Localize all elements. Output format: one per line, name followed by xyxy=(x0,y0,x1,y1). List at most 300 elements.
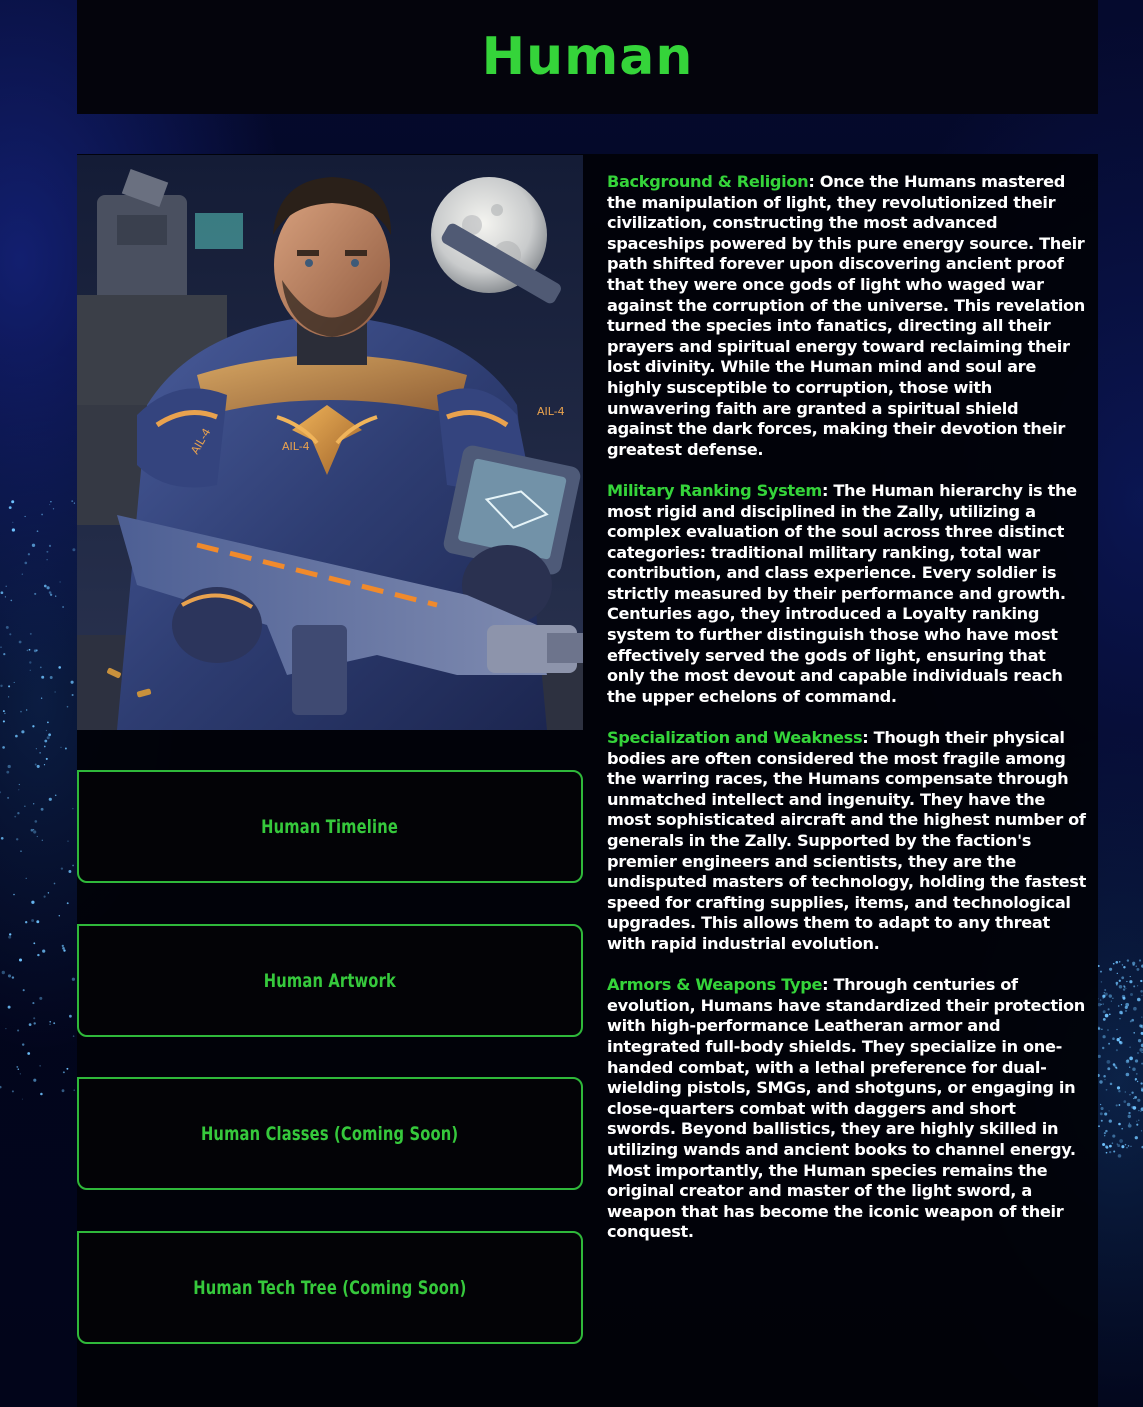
star-dot xyxy=(1137,1052,1139,1054)
star-dot xyxy=(1106,1152,1108,1154)
human-timeline-button[interactable] xyxy=(77,770,583,883)
star-dot xyxy=(1130,1020,1132,1022)
star-dot xyxy=(66,1068,68,1070)
star-dot xyxy=(1106,1146,1109,1149)
star-dot xyxy=(1126,1060,1129,1063)
star-dot xyxy=(1136,966,1137,967)
star-dot xyxy=(67,902,69,904)
star-dot xyxy=(6,626,9,629)
star-dot xyxy=(16,838,18,840)
star-dot xyxy=(1109,1145,1112,1148)
star-dot xyxy=(32,544,35,547)
star-dot xyxy=(39,1065,40,1066)
star-dot xyxy=(1137,998,1141,1002)
star-dot xyxy=(9,506,12,509)
lore-section-armors xyxy=(607,975,1087,1243)
star-dot xyxy=(33,942,35,944)
lore-text xyxy=(607,172,1087,1243)
star-dot xyxy=(49,1021,51,1023)
star-dot xyxy=(1123,985,1125,987)
star-dot xyxy=(71,681,74,684)
star-dot xyxy=(1119,1037,1121,1039)
star-dot xyxy=(65,748,67,750)
star-dot xyxy=(1136,1124,1138,1126)
star-dot xyxy=(5,596,6,597)
star-dot xyxy=(1139,959,1141,961)
star-dot xyxy=(42,840,43,841)
star-dot xyxy=(1102,1143,1105,1146)
star-dot xyxy=(1108,1008,1110,1010)
star-dot xyxy=(1126,1147,1127,1148)
star-dot xyxy=(17,812,19,814)
star-dot xyxy=(33,1079,36,1082)
star-dot xyxy=(26,709,27,710)
star-dot xyxy=(1123,1100,1126,1103)
star-dot xyxy=(72,548,75,551)
star-dot xyxy=(29,1023,32,1026)
star-dot xyxy=(1119,1041,1121,1043)
star-dot xyxy=(10,600,12,602)
star-dot xyxy=(1131,1092,1133,1094)
star-dot xyxy=(41,676,44,679)
star-dot xyxy=(58,666,61,669)
star-dot xyxy=(33,803,34,804)
star-dot xyxy=(1098,1027,1101,1030)
star-dot xyxy=(1119,1018,1120,1019)
star-dot xyxy=(8,936,11,939)
star-dot xyxy=(16,1066,18,1068)
star-dot xyxy=(1119,980,1121,982)
star-dot xyxy=(63,949,65,951)
star-dot xyxy=(72,865,74,867)
star-dot xyxy=(1100,1112,1103,1115)
star-dot xyxy=(34,1022,36,1024)
star-dot xyxy=(1137,1081,1138,1082)
star-dot xyxy=(1136,968,1139,971)
star-dot xyxy=(1119,1104,1121,1106)
soldier-portrait-image xyxy=(77,155,583,730)
star-dot xyxy=(1111,1001,1112,1002)
star-dot xyxy=(1106,1089,1108,1091)
star-dot xyxy=(1140,1111,1141,1112)
star-dot xyxy=(4,713,6,715)
star-dot xyxy=(1132,1067,1135,1070)
star-dot xyxy=(1103,1018,1106,1021)
star-dot xyxy=(1126,981,1127,982)
star-dot xyxy=(1109,994,1112,997)
star-dot xyxy=(1133,1106,1137,1110)
star-dot xyxy=(47,722,49,724)
star-dot xyxy=(7,797,9,799)
star-dot xyxy=(29,649,31,651)
star-dot xyxy=(62,1089,65,1092)
star-dot xyxy=(1133,1007,1137,1011)
star-dot xyxy=(8,1006,11,1009)
star-dot xyxy=(1117,1038,1120,1041)
star-dot xyxy=(60,747,61,748)
star-dot xyxy=(59,915,60,916)
star-dot xyxy=(1138,1110,1139,1111)
star-dot xyxy=(9,633,11,635)
star-dot xyxy=(55,595,56,596)
star-dot xyxy=(1102,995,1105,998)
star-dot xyxy=(1100,1104,1101,1105)
star-dot xyxy=(1110,1083,1113,1086)
star-dot xyxy=(46,758,48,760)
star-dot xyxy=(32,725,34,727)
star-dot xyxy=(49,504,50,505)
star-dot xyxy=(31,829,34,832)
star-dot xyxy=(67,706,69,708)
star-dot xyxy=(1125,988,1126,989)
star-dot xyxy=(1121,1012,1123,1014)
star-dot xyxy=(1129,1057,1133,1061)
star-dot xyxy=(55,691,56,692)
star-dot xyxy=(41,698,42,699)
star-dot xyxy=(36,748,37,749)
star-dot xyxy=(18,789,19,790)
star-dot xyxy=(1098,1055,1101,1058)
star-dot xyxy=(11,500,14,503)
star-dot xyxy=(54,883,56,885)
star-dot xyxy=(50,594,52,596)
star-dot xyxy=(39,752,40,753)
star-dot xyxy=(1101,1107,1104,1110)
star-dot xyxy=(1101,981,1103,983)
star-dot xyxy=(1119,1041,1122,1044)
star-dot xyxy=(1125,1010,1127,1012)
star-dot xyxy=(1105,1014,1109,1018)
star-dot xyxy=(1099,1080,1102,1083)
star-dot xyxy=(22,574,23,575)
star-dot xyxy=(1101,1029,1102,1030)
star-dot xyxy=(1130,976,1131,977)
star-dot xyxy=(44,746,46,748)
star-dot xyxy=(37,765,40,768)
star-dot xyxy=(73,1089,75,1091)
star-dot xyxy=(1125,1091,1126,1092)
page-title: Human xyxy=(481,27,694,87)
star-dot xyxy=(27,650,29,652)
star-dot xyxy=(1101,1120,1103,1122)
star-dot xyxy=(36,649,38,651)
star-dot xyxy=(1125,1006,1128,1009)
star-dot xyxy=(12,522,13,523)
star-dot xyxy=(1125,1003,1129,1007)
star-dot xyxy=(1119,961,1120,962)
star-dot xyxy=(1129,1094,1130,1095)
star-dot xyxy=(48,892,49,893)
star-dot xyxy=(44,740,47,743)
star-dot xyxy=(1132,962,1135,965)
star-dot xyxy=(34,593,36,595)
star-dot xyxy=(62,606,64,608)
star-dot xyxy=(20,851,21,852)
star-dot xyxy=(1098,1027,1099,1028)
star-dot xyxy=(1126,1073,1130,1077)
page-header xyxy=(77,0,1098,114)
star-dot xyxy=(1135,1136,1138,1139)
star-dot xyxy=(72,808,73,809)
star-dot xyxy=(1116,1068,1118,1070)
star-dot xyxy=(1,837,4,840)
star-dot xyxy=(59,581,60,582)
star-dot xyxy=(41,514,43,516)
star-dot xyxy=(53,508,54,509)
star-dot xyxy=(1109,1013,1111,1015)
star-dot xyxy=(1109,1119,1112,1122)
human-timeline-label: Human Timeline xyxy=(261,815,399,838)
star-dot xyxy=(32,1002,34,1004)
star-dot xyxy=(1119,1139,1123,1143)
star-dot xyxy=(1113,963,1115,965)
star-dot xyxy=(1103,1010,1106,1013)
star-dot xyxy=(47,586,50,589)
star-dot xyxy=(1129,1123,1130,1124)
star-dot xyxy=(1124,986,1126,988)
star-dot xyxy=(0,1086,2,1089)
star-dot xyxy=(1121,1128,1123,1130)
star-dot xyxy=(1117,1144,1120,1147)
star-dot xyxy=(1117,1143,1118,1144)
star-dot xyxy=(6,771,9,774)
star-dot xyxy=(8,685,10,687)
star-dot xyxy=(2,971,5,974)
star-dot xyxy=(1112,1142,1114,1144)
star-dot xyxy=(1109,1151,1111,1153)
star-dot xyxy=(29,661,31,663)
star-dot xyxy=(1142,1052,1143,1053)
star-dot xyxy=(1116,982,1119,985)
star-dot xyxy=(1105,1145,1108,1148)
star-dot xyxy=(1119,1011,1122,1014)
star-dot xyxy=(1140,980,1142,982)
star-dot xyxy=(37,954,39,956)
star-dot xyxy=(1132,964,1134,966)
star-dot xyxy=(1116,1049,1118,1051)
star-dot xyxy=(12,976,14,978)
star-dot xyxy=(1104,1079,1105,1080)
human-tech-tree-button[interactable] xyxy=(77,1231,583,1344)
star-dot xyxy=(1098,1125,1100,1127)
star-dot xyxy=(1103,1003,1104,1004)
star-dot xyxy=(49,591,52,594)
star-dot xyxy=(40,666,42,668)
lore-section-specialization xyxy=(607,728,1087,955)
star-dot xyxy=(1137,1099,1140,1102)
star-dot xyxy=(1108,1043,1110,1045)
star-dot xyxy=(1107,1067,1110,1070)
star-dot xyxy=(0,647,1,648)
star-dot xyxy=(44,896,46,898)
star-dot xyxy=(67,841,68,842)
star-dot xyxy=(1118,1090,1120,1092)
star-dot xyxy=(1104,989,1106,991)
star-dot xyxy=(1117,1086,1120,1089)
star-dot xyxy=(34,820,37,823)
lore-heading: Specialization and Weakness xyxy=(607,728,863,748)
star-dot xyxy=(35,764,37,766)
star-dot xyxy=(1139,1024,1142,1027)
star-dot xyxy=(1138,1120,1139,1121)
star-dot xyxy=(1123,997,1126,1000)
star-dot xyxy=(1116,1029,1117,1030)
star-dot xyxy=(1122,995,1125,998)
star-dot xyxy=(14,682,15,683)
star-dot xyxy=(1133,1032,1134,1033)
star-dot xyxy=(1103,1075,1106,1078)
star-dot xyxy=(72,978,75,981)
star-dot xyxy=(1116,1104,1118,1106)
star-dot xyxy=(22,1043,24,1045)
star-dot xyxy=(19,784,20,785)
star-dot xyxy=(8,974,11,977)
star-dot xyxy=(23,989,25,991)
star-dot xyxy=(1128,1124,1132,1128)
star-dot xyxy=(8,696,9,697)
star-dot xyxy=(1140,1082,1142,1084)
star-dot xyxy=(1130,1146,1131,1147)
star-dot xyxy=(39,997,42,1000)
human-classes-button[interactable] xyxy=(77,1077,583,1190)
star-dot xyxy=(2,746,5,749)
star-dot xyxy=(1113,1063,1116,1066)
star-dot xyxy=(62,947,65,950)
human-tech-tree-label: Human Tech Tree (Coming Soon) xyxy=(193,1276,467,1299)
lore-body: : Though their physical bodies are often considered the most fragile among the warring races, the Humans compensate through unmatched intellect and ingenuity. They have the most sophisticated aircraft and the highest number of generals in the Zally. Supported by the faction's premier engineers and scientists, they are the undisputed masters of technology, holding the fastest speed for crafting supplies, items, and technological upgrades. This allows them to adapt to any threat with rapid industrial evolution. xyxy=(607,728,1086,953)
star-dot xyxy=(27,1052,30,1055)
star-dot xyxy=(1107,1029,1109,1031)
human-artwork-button[interactable] xyxy=(77,924,583,1037)
star-dot xyxy=(1131,1019,1134,1022)
star-dot xyxy=(1107,1060,1111,1064)
star-dot xyxy=(24,562,27,565)
star-dot xyxy=(1121,1004,1122,1005)
star-dot xyxy=(49,798,52,801)
lore-heading: Armors & Weapons Type xyxy=(607,975,823,995)
lore-section-background xyxy=(607,172,1087,460)
star-dot xyxy=(46,551,48,553)
star-dot xyxy=(1137,985,1138,986)
star-dot xyxy=(49,545,51,547)
star-dot xyxy=(1135,1059,1138,1062)
star-dot xyxy=(1133,1098,1134,1099)
star-dot xyxy=(1127,959,1129,961)
star-dot xyxy=(1100,971,1102,973)
star-dot xyxy=(1133,1107,1134,1108)
star-dot xyxy=(40,1093,43,1096)
star-dot xyxy=(1136,1073,1138,1075)
star-dot xyxy=(1129,1067,1130,1068)
star-dot xyxy=(18,1068,20,1070)
star-dot xyxy=(1112,1135,1115,1138)
star-dot xyxy=(1112,998,1113,999)
star-dot xyxy=(1141,995,1142,996)
star-dot xyxy=(37,836,38,837)
star-dot xyxy=(1122,964,1123,965)
star-dot xyxy=(1118,1154,1122,1158)
star-dot xyxy=(61,867,63,869)
star-dot xyxy=(34,649,37,652)
star-dot xyxy=(1100,1004,1101,1005)
star-dot xyxy=(1127,1103,1131,1107)
star-dot xyxy=(1139,1048,1143,1052)
star-dot xyxy=(25,921,27,923)
star-dot xyxy=(1119,985,1123,989)
star-dot xyxy=(1128,1112,1130,1114)
star-dot xyxy=(30,670,31,671)
star-dot xyxy=(1,591,4,594)
star-dot xyxy=(1098,1003,1102,1007)
star-dot xyxy=(8,765,11,768)
star-dot xyxy=(1118,1123,1121,1126)
star-dot xyxy=(36,920,39,923)
star-dot xyxy=(12,528,15,531)
star-dot xyxy=(20,711,22,713)
chest-label: AIL-4 xyxy=(537,405,565,418)
star-dot xyxy=(1128,1115,1131,1118)
star-dot xyxy=(1121,976,1124,979)
star-dot xyxy=(1102,997,1104,999)
star-dot xyxy=(6,586,7,587)
star-dot xyxy=(73,1035,75,1037)
star-dot xyxy=(17,1029,19,1031)
star-dot xyxy=(1135,1078,1137,1080)
star-dot xyxy=(31,919,34,922)
chest-label: AIL-4 xyxy=(282,440,310,453)
star-dot xyxy=(1102,1047,1104,1049)
star-dot xyxy=(1118,1005,1120,1007)
star-dot xyxy=(3,653,5,655)
star-dot xyxy=(68,870,71,873)
human-classes-label: Human Classes (Coming Soon) xyxy=(201,1122,459,1145)
star-dot xyxy=(1112,1037,1115,1040)
star-dot xyxy=(1129,1046,1131,1048)
star-dot xyxy=(25,516,26,517)
star-dot xyxy=(33,830,36,833)
star-dot xyxy=(28,553,30,555)
star-dot xyxy=(1114,1065,1117,1068)
star-dot xyxy=(71,500,73,502)
chest-label: AIL-4 xyxy=(188,426,214,457)
star-dot xyxy=(42,950,45,953)
star-dot xyxy=(1116,984,1118,986)
star-dot xyxy=(19,641,22,644)
star-dot xyxy=(50,501,51,502)
star-dot xyxy=(44,764,45,765)
star-dot xyxy=(31,901,34,904)
star-dot xyxy=(1123,988,1125,990)
star-dot xyxy=(72,694,74,696)
star-dot xyxy=(1125,1144,1127,1146)
star-dot xyxy=(1138,1039,1141,1042)
star-dot xyxy=(33,1017,35,1019)
star-dot xyxy=(1113,1150,1115,1152)
star-dot xyxy=(1141,1016,1142,1017)
star-dot xyxy=(53,1022,55,1024)
star-dot xyxy=(26,878,27,879)
star-dot xyxy=(1121,1145,1124,1148)
star-dot xyxy=(74,502,75,503)
star-dot xyxy=(1115,1067,1117,1069)
star-dot xyxy=(3,720,5,722)
star-dot xyxy=(49,1024,51,1026)
star-dot xyxy=(63,1071,65,1073)
star-dot xyxy=(1105,993,1108,996)
star-dot xyxy=(1102,1035,1105,1038)
star-dot xyxy=(1115,961,1118,964)
star-dot xyxy=(1126,1059,1129,1062)
